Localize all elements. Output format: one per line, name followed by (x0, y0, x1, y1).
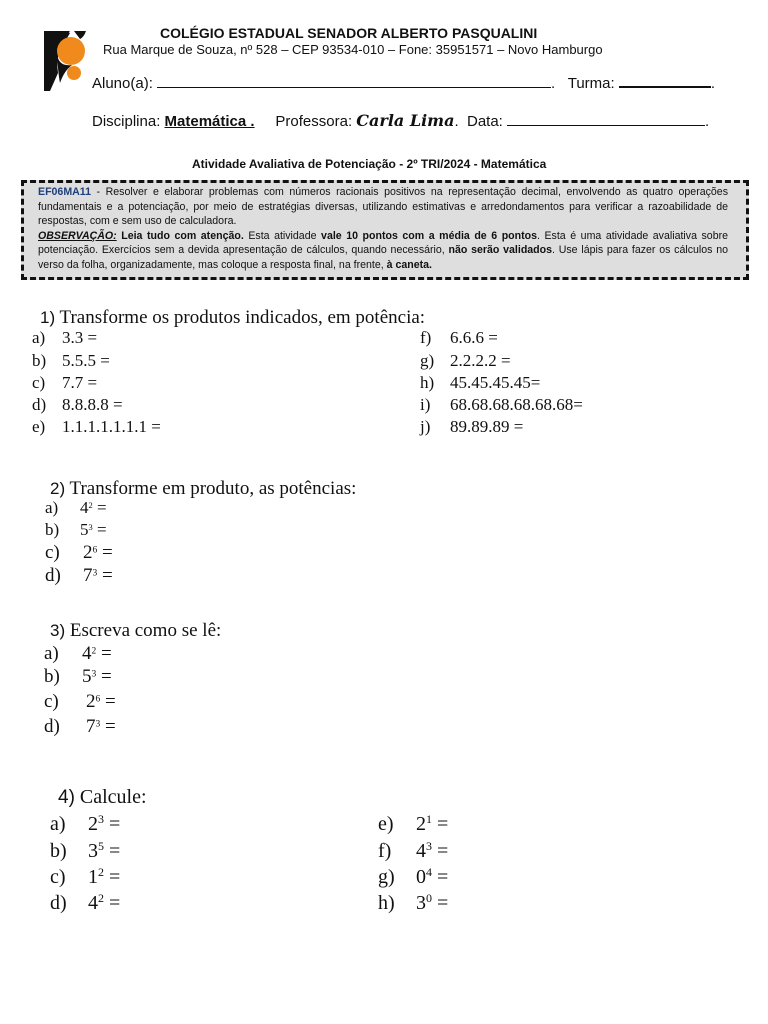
q1-number: 1) (40, 308, 56, 327)
list-item (45, 498, 107, 518)
equals-sign: = (100, 716, 116, 737)
q4-title: Calcule: (79, 786, 147, 808)
observation-box (21, 180, 749, 280)
observation-label: OBSERVAÇÃO: (38, 229, 117, 242)
turma-label: Turma: (567, 75, 615, 92)
aluno-label: Aluno(a): (92, 75, 153, 92)
school-name: COLÉGIO ESTADUAL SENADOR ALBERTO PASQUALINI (160, 25, 538, 41)
list-item (32, 417, 161, 437)
item-text: 7.7 = (62, 373, 98, 392)
equals-sign: = (104, 892, 121, 914)
obs-text-4: . Esta é uma atividade avaliativa sobre potenciação. Exercícios sem a devida apresentação de cálculos, quando necessário, (38, 229, 729, 256)
list-item (420, 417, 523, 437)
item-label: c) (45, 542, 60, 563)
q3-heading (50, 620, 221, 642)
power-exponent: 3 (98, 811, 104, 826)
power-base: 2 (83, 542, 93, 563)
equals-sign: = (96, 666, 112, 687)
item-label: e) (378, 813, 394, 835)
list-item (378, 866, 448, 889)
list-item (44, 643, 112, 665)
equals-sign: = (432, 840, 449, 862)
data-label: Data: (466, 113, 503, 130)
item-label: b) (32, 351, 47, 370)
item-label: g) (420, 351, 435, 370)
power-base: 2 (86, 691, 96, 712)
item-label: b) (44, 666, 60, 687)
item-label: a) (50, 813, 66, 835)
obs-text-1: Leia tudo com atenção. (116, 229, 244, 242)
power-base: 5 (80, 520, 89, 539)
power-exponent: 6 (92, 545, 98, 556)
item-label: f) (378, 840, 392, 862)
power-base: 7 (86, 716, 96, 737)
item-label: c) (50, 866, 66, 888)
skill-code: EF06MA11 (38, 186, 91, 198)
power-base: 4 (80, 498, 89, 517)
q1-heading (40, 307, 425, 329)
item-label: a) (45, 498, 59, 517)
item-text: 1.1.1.1.1.1.1 = (62, 417, 161, 436)
equals-sign: = (432, 866, 449, 888)
power-exponent: 6 (95, 694, 101, 705)
list-item (44, 691, 116, 713)
item-label: b) (50, 840, 67, 862)
equals-sign: = (104, 813, 121, 835)
list-item (420, 373, 540, 393)
list-item (378, 892, 448, 915)
power-base: 4 (416, 840, 426, 862)
list-item (32, 373, 97, 393)
school-logo (40, 27, 90, 95)
list-item (378, 840, 448, 863)
q2-number: 2) (50, 479, 66, 498)
list-item (44, 666, 112, 688)
power-exponent: 3 (91, 669, 97, 680)
list-item (32, 395, 123, 415)
obs-text-3: vale 10 pontos com a média de 6 pontos (321, 229, 537, 242)
item-label: d) (44, 716, 60, 737)
power-base: 3 (416, 892, 426, 914)
equals-sign: = (432, 813, 449, 835)
power-base: 3 (88, 840, 98, 862)
item-label: i) (420, 395, 431, 414)
obs-text-2: Esta atividade (243, 229, 322, 242)
power-base: 4 (82, 643, 92, 664)
student-line (92, 72, 715, 92)
list-item (420, 395, 583, 415)
q1-title: Transforme os produtos indicados, em potência: (59, 307, 426, 328)
power-base: 2 (88, 813, 98, 835)
item-label: a) (44, 643, 59, 664)
power-exponent: 0 (426, 890, 432, 905)
equals-sign: = (92, 520, 107, 539)
power-exponent: 3 (95, 719, 101, 730)
professora-value: Carla Lima (356, 111, 455, 130)
list-item (378, 813, 448, 836)
power-exponent: 3 (426, 838, 432, 853)
professora-label: Professora: (275, 113, 353, 130)
power-base: 2 (416, 813, 426, 835)
item-text: 68.68.68.68.68.68= (450, 395, 583, 414)
equals-sign: = (104, 840, 121, 862)
power-base: 0 (416, 866, 426, 888)
list-item (50, 866, 120, 889)
list-item (50, 813, 120, 836)
equals-sign: = (97, 542, 113, 563)
q2-heading (50, 478, 356, 500)
school-address: Rua Marque de Souza, nº 528 – CEP 93534-010 – Fone: 35951571 – Novo Hamburgo (103, 42, 603, 57)
item-label: f) (420, 328, 432, 347)
subject-line (92, 111, 709, 130)
power-base: 1 (88, 866, 98, 888)
disciplina-label: Disciplina: (92, 113, 161, 130)
equals-sign: = (100, 691, 116, 712)
turma-blank[interactable] (619, 72, 711, 88)
power-base: 5 (82, 666, 92, 687)
list-item (45, 542, 113, 564)
power-exponent: 2 (98, 864, 104, 879)
item-label: d) (45, 565, 61, 586)
period: . (710, 75, 716, 92)
power-exponent: 4 (426, 864, 432, 879)
list-item (45, 565, 113, 587)
item-label: c) (44, 691, 59, 712)
power-base: 4 (88, 892, 98, 914)
item-label: g) (378, 866, 395, 888)
data-blank[interactable] (507, 111, 705, 126)
period: . (454, 113, 459, 130)
item-text: 5.5.5 = (62, 351, 110, 370)
period: . (705, 113, 710, 130)
list-item (45, 520, 107, 540)
equals-sign: = (432, 892, 449, 914)
item-label: c) (32, 373, 46, 392)
q2-title: Transforme em produto, as potências: (69, 478, 357, 499)
list-item (44, 716, 116, 738)
power-exponent: 3 (92, 568, 98, 579)
list-item (420, 351, 511, 371)
obs-text-5: não serão validados (448, 244, 553, 256)
item-label: h) (420, 373, 435, 392)
power-exponent: 1 (426, 811, 432, 826)
list-item (32, 351, 110, 371)
item-label: a) (32, 328, 46, 347)
power-exponent: 2 (91, 646, 97, 657)
power-exponent: 3 (88, 521, 93, 532)
item-label: b) (45, 520, 60, 539)
equals-sign: = (97, 565, 113, 586)
power-exponent: 2 (88, 499, 93, 510)
item-label: h) (378, 892, 395, 914)
item-text: 6.6.6 = (450, 328, 498, 347)
skill-text: - Resolver e elaborar problemas com números racionais positivos na representação decimal, envolvendo as quatro operações fundamentais e a potenciação, por meio de estratégias diversas, utilizando estimativas e arredondamentos para verificar a razoabilidade de respostas, com e sem uso de calculadora. (38, 186, 728, 227)
item-text: 3.3 = (62, 328, 98, 347)
power-exponent: 2 (98, 890, 104, 905)
disciplina-value: Matemática . (164, 113, 255, 130)
power-base: 7 (83, 565, 93, 586)
item-label: d) (32, 395, 47, 414)
item-label: d) (50, 892, 67, 914)
obs-text-7: à caneta. (386, 258, 432, 271)
q4-heading (58, 786, 147, 809)
equals-sign: = (96, 643, 112, 664)
q3-title: Escreva como se lê: (69, 620, 222, 641)
item-text: 45.45.45.45= (450, 373, 541, 392)
item-text: 8.8.8.8 = (62, 395, 123, 414)
list-item (420, 328, 498, 348)
list-item (50, 840, 120, 863)
period: . (551, 75, 556, 92)
aluno-blank[interactable] (157, 73, 551, 88)
list-item (32, 328, 97, 348)
activity-title: Atividade Avaliativa de Potenciação - 2º TRI/2024 - Matemática (192, 157, 547, 171)
item-label: j) (420, 417, 431, 436)
q4-number: 4) (58, 787, 75, 808)
equals-sign: = (92, 498, 107, 517)
item-label: e) (32, 417, 46, 436)
item-text: 89.89.89 = (450, 417, 524, 436)
q3-number: 3) (50, 621, 66, 640)
item-text: 2.2.2.2 = (450, 351, 511, 370)
obs-text-6: . Use lápis para fazer os cálculos no verso da folha, organizadamente, mas coloque a resposta final, na frente, (38, 244, 728, 271)
power-exponent: 5 (98, 838, 104, 853)
list-item (50, 892, 120, 915)
equals-sign: = (104, 866, 121, 888)
